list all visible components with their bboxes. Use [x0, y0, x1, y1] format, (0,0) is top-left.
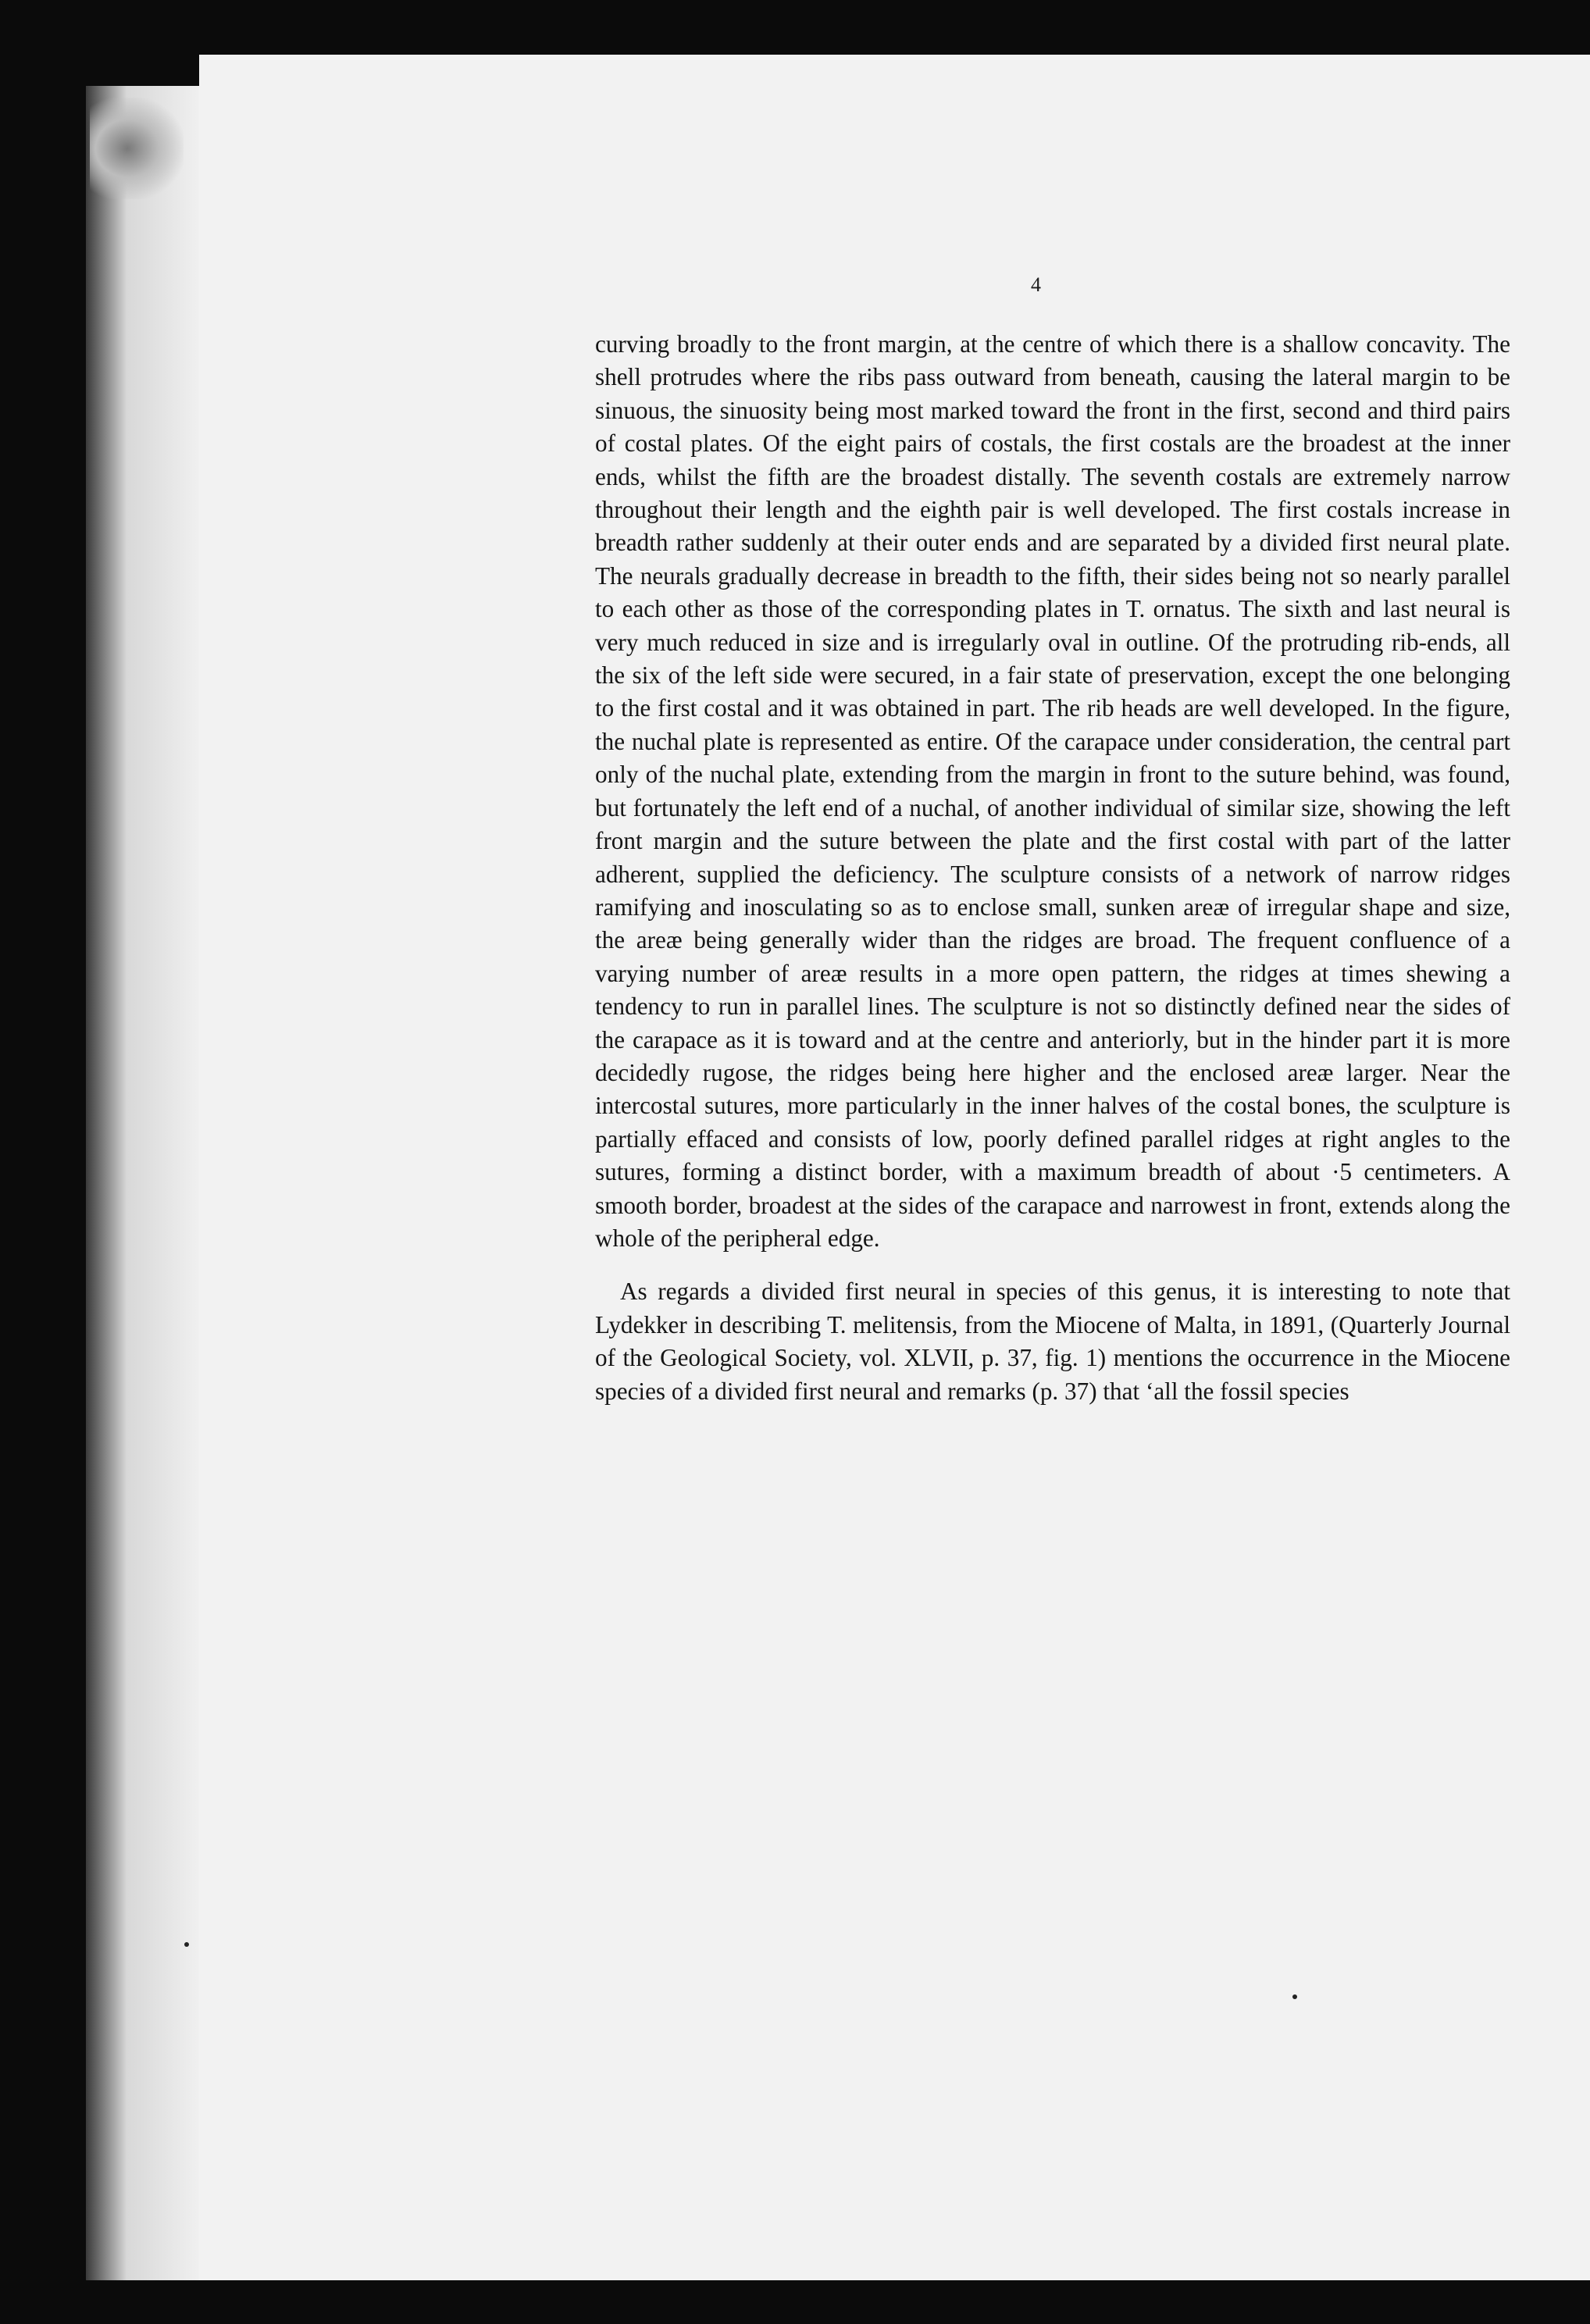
body-text: [595, 328, 1510, 1408]
page-number: 4: [1031, 273, 1041, 296]
speck: [1292, 1994, 1297, 1999]
scan-margin: [86, 86, 203, 2280]
scan-smudge: [90, 98, 184, 199]
paragraph: curving broadly to the front margin, at the centre of which there is a shallow concavity. The shell protrudes where the ribs pass outward from beneath, causing the lateral margin to be sinuous, the sinuosity being most marked toward the front in the first, second and third pairs of costal plates. Of the eight pairs of costals, the first costals are the broadest at the inner ends, whilst the fifth are the broadest distally. The seventh costals are extremely narrow throughout their length and the eighth pair is well developed. The first costals increase in breadth rather suddenly at their outer ends and are separated by a divided first neural plate. The neurals gradually decrease in breadth to the fifth, their sides being not so nearly parallel to each other as those of the corresponding plates in T. ornatus. The sixth and last neural is very much reduced in size and is irregularly oval in outline. Of the protruding rib-ends, all the six of the left side were secured, in a fair state of preservation, except the one belonging to the first costal and it was obtained in part. The rib heads are well developed. In the figure, the nuchal plate is represented as entire. Of the carapace under consideration, the central part only of the nuchal plate, extending from the margin in front to the suture behind, was found, but fortunately the left end of a nuchal, of another individual of similar size, showing the left front margin and the suture between the plate and the first costal with part of the latter adherent, supplied the deficiency. The sculpture consists of a network of narrow ridges ramifying and inosculating so as to enclose small, sunken areæ of irregular shape and size, the areæ being generally wider than the ridges are broad. The frequent confluence of a varying number of areæ results in a more open pattern, the ridges at times shewing a tendency to run in parallel lines. The sculpture is not so distinctly defined near the sides of the carapace as it is toward and at the centre and anteriorly, but in the hinder part it is more decidedly rugose, the ridges being here higher and the enclosed areæ larger. Near the intercostal sutures, more particularly in the inner halves of the costal bones, the sculpture is partially effaced and consists of low, poorly defined parallel ridges at right angles to the sutures, forming a distinct border, with a maximum breadth of about ·5 centimeters. A smooth border, broadest at the sides of the carapace and narrowest in front, extends along the whole of the peripheral edge.: [595, 330, 1510, 1252]
speck: [184, 1942, 189, 1947]
paragraph: As regards a divided first neural in species of this genus, it is interesting to note that Lydekker in describing T. melitensis, from the Miocene of Malta, in 1891, (Quarterly Journal of the Geological Society, vol. XLVII, p. 37, fig. 1) mentions the occurrence in the Miocene species of a divided first neural and remarks (p. 37) that ‘all the fossil species: [595, 1278, 1510, 1405]
